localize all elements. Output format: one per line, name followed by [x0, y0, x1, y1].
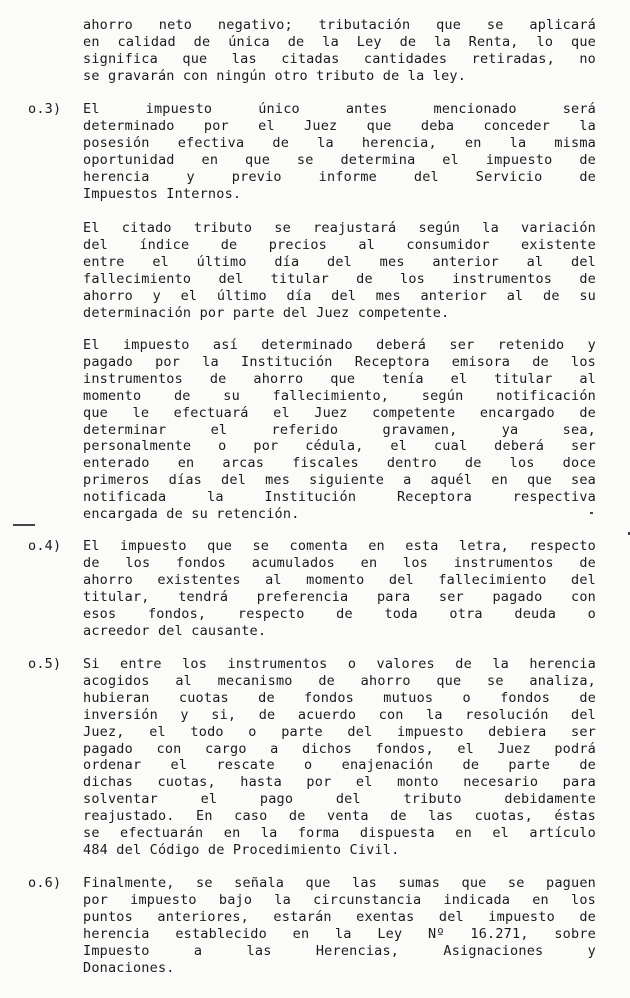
text-line: Juez, el todo o parte del impuesto debiera ser — [83, 723, 596, 740]
text-line: instrumentos de ahorro que tenía el titular al — [83, 370, 596, 387]
text-line: oportunidad en que se determina el impuesto de — [83, 151, 596, 168]
text-line: enterado en arcas fiscales dentro de los doce — [83, 455, 596, 472]
text-line: momento de su fallecimiento, según notificación — [83, 387, 596, 404]
text-line: determinación por parte del Juez competente. — [83, 304, 450, 321]
text-line: herencia y previo informe del Servicio de — [83, 168, 596, 185]
section-o6-paragraph-1 — [83, 875, 596, 976]
text-line: de los fondos acumulados en los instrumentos de — [83, 554, 596, 571]
scan-mark — [590, 512, 593, 514]
text-line: pagado con cargo a dichos fondos, el Juez podrá — [83, 740, 596, 757]
text-line: 484 del Código de Procedimiento Civil. — [83, 841, 400, 858]
text-line: acogidos al mecanismo de ahorro que se analiza, — [83, 672, 596, 689]
section-o3-paragraph-3 — [83, 337, 596, 523]
text-line: hubieran cuotas de fondos mutuos o fondos de — [83, 689, 596, 706]
text-line: entre el último día del mes anterior al del — [83, 253, 596, 270]
section-o3-paragraph-1 — [83, 101, 596, 202]
text-line: ahorro y el último día del mes anterior al de su — [83, 287, 596, 304]
section-label-o6: o.6) — [28, 875, 62, 891]
text-line: primeros días del mes siguiente a aquél en que sea — [83, 472, 596, 489]
section-o5-paragraph-1 — [83, 656, 596, 859]
text-line: en calidad de única de la Ley de la Renta, lo que — [83, 33, 596, 50]
text-line: dichas cuotas, hasta por el monto necesario para — [83, 774, 596, 791]
text-line: inversión y si, de acuerdo con la resolución del — [83, 706, 596, 723]
continuation-paragraph — [83, 17, 596, 85]
text-line: reajustado. En caso de venta de las cuotas, éstas — [83, 808, 596, 825]
section-o4-paragraph-1 — [83, 538, 596, 639]
text-line: se efectuarán en la forma dispuesta en el artículo — [83, 825, 596, 842]
text-line: El impuesto que se comenta en esta letra, respecto — [83, 538, 596, 554]
text-line: determinado por el Juez que deba conceder la — [83, 117, 596, 134]
text-line: fallecimiento del titular de los instrumentos de — [83, 270, 596, 287]
text-line: ahorro existentes al momento del fallecimiento del — [83, 571, 596, 588]
text-line: determinar el referido gravamen, ya sea, — [83, 421, 596, 438]
section-label-o4: o.4) — [28, 538, 62, 554]
text-line: El impuesto único antes mencionado será — [83, 101, 596, 117]
text-line: esos fondos, respecto de toda otra deuda o — [83, 605, 596, 622]
text-line: personalmente o por cédula, el cual deberá ser — [83, 438, 596, 455]
text-line: significa que las citadas cantidades retiradas, no — [83, 50, 596, 67]
text-line: acreedor del causante. — [83, 622, 267, 639]
text-line: puntos anteriores, estarán exentas del impuesto de — [83, 908, 596, 925]
text-line: El impuesto así determinado deberá ser retenido y — [83, 337, 596, 353]
text-line: Finalmente, se señala que las sumas que se paguen — [83, 875, 596, 891]
text-line: Donaciones. — [83, 959, 175, 976]
text-line: que le efectuará el Juez competente encargado de — [83, 404, 596, 421]
section-o3-paragraph-2 — [83, 220, 596, 321]
text-line: del índice de precios al consumidor existente — [83, 236, 596, 253]
scan-mark — [13, 524, 35, 526]
text-line: por impuesto bajo la circunstancia indicada en los — [83, 891, 596, 908]
text-line: posesión efectiva de la herencia, en la misma — [83, 134, 596, 151]
section-label-o3: o.3) — [28, 101, 62, 117]
text-line: se gravarán con ningún otro tributo de la ley. — [83, 67, 467, 84]
text-line: pagado por la Institución Receptora emisora de los — [83, 353, 596, 370]
text-line: Impuesto a las Herencias, Asignaciones y — [83, 942, 596, 959]
text-line: titular, tendrá preferencia para ser pagado con — [83, 588, 596, 605]
text-line: ahorro neto negativo; tributación que se aplicará — [83, 17, 596, 33]
text-line: Impuestos Internos. — [83, 185, 242, 202]
text-line: Si entre los instrumentos o valores de la herencia — [83, 656, 596, 672]
text-line: solventar el pago del tributo debidamente — [83, 791, 596, 808]
text-line: ordenar el rescate o enajenación de parte de — [83, 757, 596, 774]
text-line: notificada la Institución Receptora respectiva — [83, 489, 596, 506]
section-label-o5: o.5) — [28, 656, 62, 672]
text-line: encargada de su retención. — [83, 506, 300, 523]
text-line: herencia establecido en la Ley Nº 16.271, sobre — [83, 925, 596, 942]
text-line: El citado tributo se reajustará según la variación — [83, 220, 596, 236]
